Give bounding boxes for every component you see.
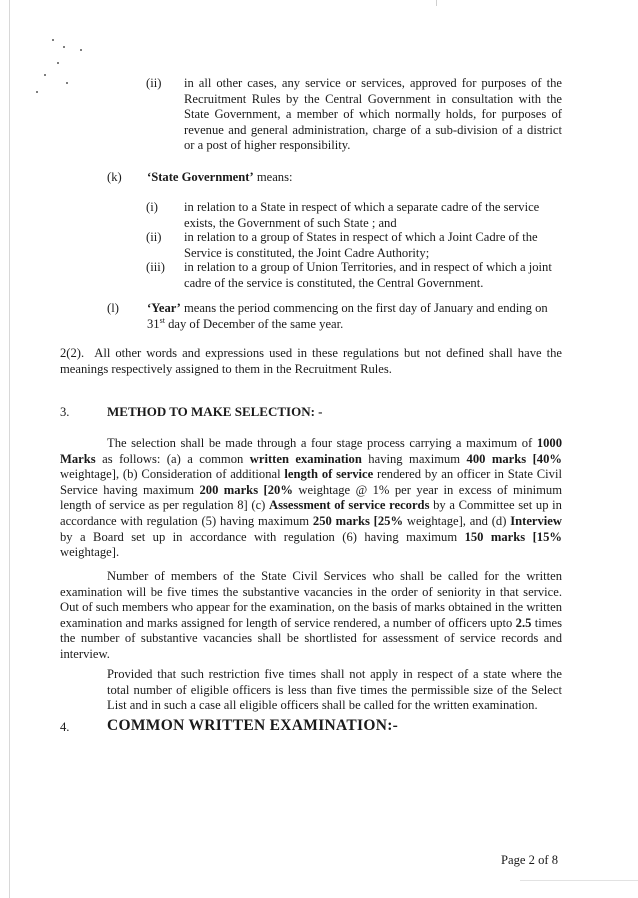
scan-edge-line [9,0,10,898]
sub-item-text: in relation to a group of Union Territories, and in respect of which a joint cadre of the service is constituted, the Central Government. [184,260,552,290]
item-marker: (i) [146,200,158,214]
clause-marker-l: (l) [107,301,119,315]
defined-term: ‘Year’ [147,301,181,315]
scan-speck [44,74,46,76]
page-number: Page 2 of 8 [501,853,559,867]
clause-marker-k: (k) [107,170,122,184]
paragraph-label: 2(2). [60,346,85,360]
definition-text: in all other cases, any service or services, approved for purposes of the Recruitment Rules by the Central Government in consultation with the State Government, a member of which normally holds, for purposes of revenue and general administration, charge of a sub-division of a district or a post of higher responsibility. [184,76,562,153]
scan-speck [52,39,54,41]
item-marker: (iii) [146,260,165,274]
paragraph-2-2 [60,346,562,377]
clause-k-heading [147,170,547,186]
sub-item-text: in relation to a State in respect of which a separate cadre of the service exists, the Government of such State ; and [184,200,540,230]
clause-l-text [147,301,557,332]
section-heading: METHOD TO MAKE SELECTION: - [107,404,323,419]
sub-item-text: in relation to a group of States in respect of which a Joint Cadre of the Service is constituted, the Joint Cadre Authority; [184,230,538,260]
scan-top-mark [436,0,437,6]
section-heading: COMMON WRITTEN EXAMINATION:- [107,717,399,734]
defined-term: ‘State Government’ [147,170,254,184]
method-paragraph: The selection shall be made through a four stage process carrying a maximum of 1000 Marks as follows: (a) a common written examination having maximum 400 marks [40% weightage], (b) Consideration of additional length of service rendered by an officer in State Civil Service having maximum 200 marks [20% weightage @ 1% per year in excess of minimum length of service as per regulation 8] (c) Assessment of service records by a Committee set up in accordance with regulation (5) having maximum 250 marks [25% weightage], and (d) Interview by a Board set up in accordance with regulation (6) having maximum 150 marks [15% weightage]. [60,436,563,560]
section-number: 4. [60,720,70,734]
paragraph-text: All other words and expressions used in these regulations but not defined shall have the meanings respectively assigned to them in the Recruitment Rules. [60,346,563,376]
scan-speck [66,82,68,84]
clause-l-body-end: day of December of the same year. [164,316,344,331]
clause-l-body: means the period commencing on the first day of January and ending on 31 [147,301,548,331]
item-marker: (ii) [146,230,162,244]
footer-rule [520,880,638,881]
ordinal-suffix: st [159,315,165,325]
scan-speck [57,62,59,64]
scan-speck [80,49,82,51]
section-number: 3. [60,405,70,419]
proviso-paragraph: Provided that such restriction five times shall not apply in respect of a state where the total number of eligible officers is less than five times the permissible size of the Select List and in such a case all eligible officers shall be called for the written examination. [107,667,562,713]
item-marker: (ii) [146,76,162,90]
members-paragraph: Number of members of the State Civil Services who shall be called for the written examination will be five times the substantive vacancies in the order of seniority in that service. Out of such members who appear for the examination, on the basis of marks obtained in the written examination and marks assigned for length of service rendered, a number of officers upto 2.5 times the number of substantive vacancies shall be shortlisted for assessment of service records and interview. [60,569,563,661]
clause-k-means: means: [253,170,293,184]
scan-speck [36,91,38,93]
scan-speck [63,46,65,48]
